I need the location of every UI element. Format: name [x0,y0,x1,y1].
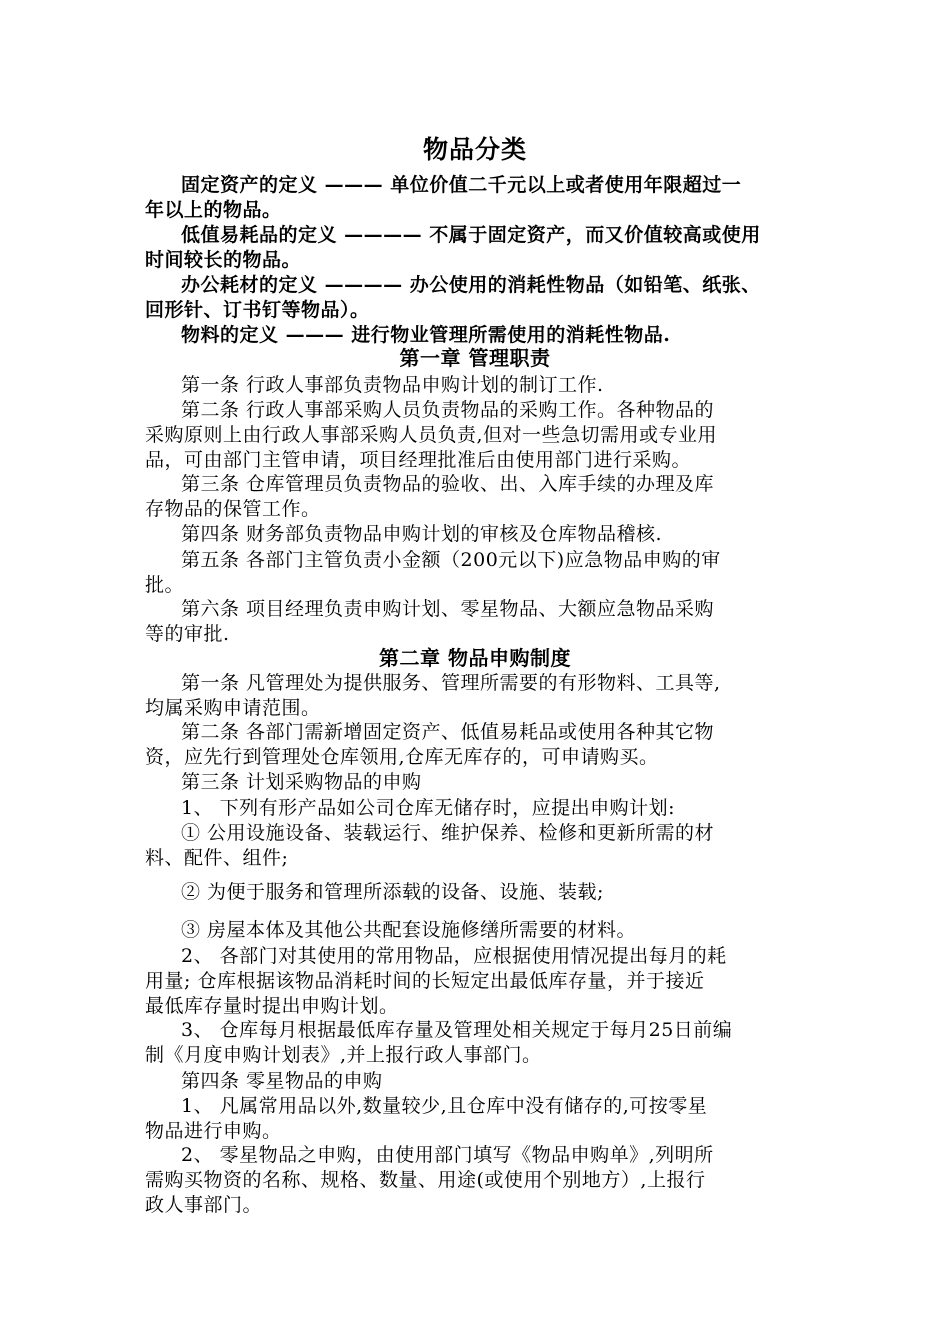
ch2-subitem-3 [145,918,820,943]
ch2-article-2 [145,720,820,770]
article-line-2: 等的审批. [145,623,230,645]
article-line-2: 存物品的保管工作。 [145,498,321,520]
ch2-subitem-2 [145,880,820,905]
item-line-2: 用量; 仓库根据该物品消耗时间的长短定出最低库存量，并于接近 [145,970,705,992]
article-line-1: 第三条 计划采购物品的申购 [181,771,422,793]
definition-line-1: 低值易耗品的定义 ———— 不属于固定资产，而又价值较高或使用 [181,224,761,246]
definition-line-2: 回形针、订书钉等物品）。 [145,299,370,321]
article-line-1: 第五条 各部门主管负责小金额（200元以下)应急物品申购的审 [181,549,721,571]
article-line-1: 第三条 仓库管理员负责物品的验收、出、入库手续的办理及库 [181,473,715,495]
item-line-2: 需购买物资的名称、规格、数量、用途(或使用个别地方）,上报行 [145,1169,706,1191]
article-3 [145,472,820,522]
article-2 [145,398,820,473]
article-line-3: 品，可由部门主管申请，项目经理批准后由使用部门进行采购。 [145,449,692,471]
article-line-1: 第一条 凡管理处为提供服务、管理所需要的有形物料、工具等, [181,672,721,694]
definition-line-1: 物料的定义 ——— 进行物业管理所需使用的消耗性物品. [181,324,671,346]
ch2-item-4-2 [145,1143,820,1218]
definition-line-1: 固定资产的定义 ——— 单位价值二千元以上或者使用年限超过一 [181,174,742,196]
definition-line-2: 时间较长的物品。 [145,249,302,271]
definition-line-1: 办公耗材的定义 ———— 办公使用的消耗性物品（如铅笔、纸张、 [181,274,761,296]
definition-materials [145,323,820,348]
ch2-item-4-1 [145,1094,820,1144]
ch2-item-3 [145,1018,820,1068]
definition-office-supplies [145,273,820,323]
article-4 [145,522,820,547]
chapter-1-heading: 第一章 管理职责 [399,346,551,370]
ch2-subitem-1 [145,821,820,871]
item-line-1: 2、 各部门对其使用的常用物品，应根据使用情况提出每月的耗 [181,945,727,967]
definition-line-2: 年以上的物品。 [145,199,282,221]
article-line-2: 均属采购申请范围。 [145,697,321,719]
ch2-article-1 [145,671,820,721]
article-line-2: 批。 [145,574,185,596]
article-line-2: 采购原则上由行政人事部采购人员负责,但对一些急切需用或专业用 [145,424,718,446]
article-5 [145,548,820,598]
article-line-1: 第二条 行政人事部采购人员负责物品的采购工作。各种物品的 [181,399,715,421]
item-line-1: ① 公用设施设备、装载运行、维护保养、检修和更新所需的材 [181,822,715,844]
article-line-1: 第四条 财务部负责物品申购计划的审核及仓库物品稽核. [181,523,663,545]
definition-fixed-assets [145,173,820,223]
article-line-1: 第一条 行政人事部负责物品申购计划的制订工作. [181,374,604,396]
item-line-1: ② 为便于服务和管理所添载的设备、设施、装载; [181,881,604,903]
ch2-article-3 [145,770,820,795]
item-line-2: 料、配件、组件; [145,847,289,869]
page-title: 物品分类 [422,135,527,164]
ch2-item-2 [145,944,820,1019]
article-line-1: 第六条 项目经理负责申购计划、零星物品、大额应急物品采购 [181,598,715,620]
item-line-1: 1、 凡属常用品以外,数量较少,且仓库中没有储存的,可按零星 [181,1095,708,1117]
item-line-2: 制《月度申购计划表》,并上报行政人事部门。 [145,1044,542,1066]
article-1 [145,373,820,398]
item-line-1: 1、 下列有形产品如公司仓库无储存时，应提出申购计划: [181,797,676,819]
definition-low-value-consumables [145,223,820,273]
article-6 [145,597,820,647]
chapter-2-heading: 第二章 物品申购制度 [379,646,571,670]
article-line-1: 第四条 零星物品的申购 [181,1070,383,1092]
ch2-article-4 [145,1069,820,1094]
item-line-1: ③ 房屋本体及其他公共配套设施修缮所需要的材料。 [181,919,637,941]
item-line-3: 最低库存量时提出申购计划。 [145,995,399,1017]
item-line-2: 物品进行申购。 [145,1120,282,1142]
article-line-1: 第二条 各部门需新增固定资产、低值易耗品或使用各种其它物 [181,721,715,743]
item-line-3: 政人事部门。 [145,1194,263,1216]
item-line-1: 3、 仓库每月根据最低库存量及管理处相关规定于每月25日前编 [181,1019,733,1041]
article-line-2: 资，应先行到管理处仓库领用,仓库无库存的，可申请购买。 [145,746,659,768]
item-line-1: 2、 零星物品之申购，由使用部门填写《物品申购单》,列明所 [181,1144,714,1166]
ch2-item-1 [145,796,820,821]
